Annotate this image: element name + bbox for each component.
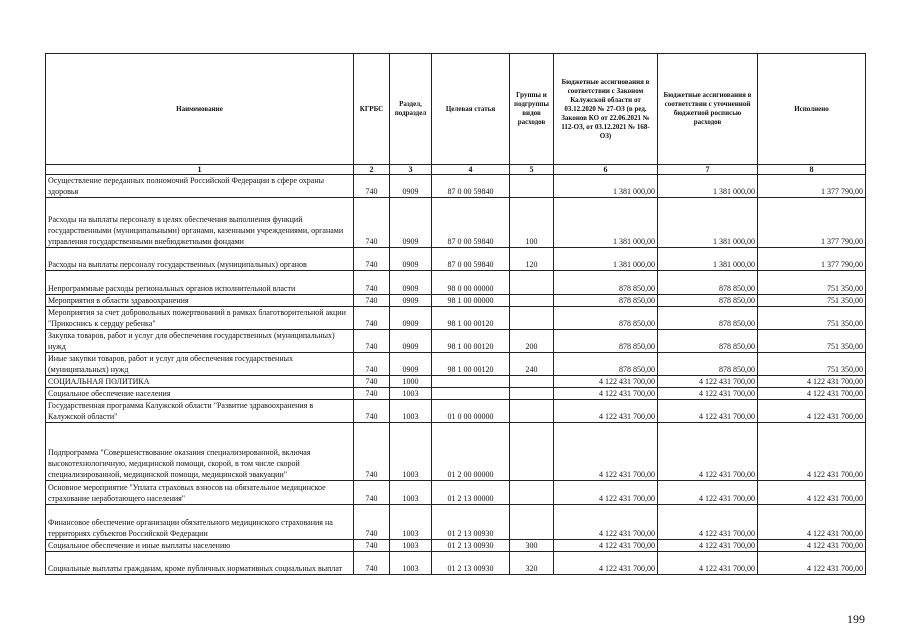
header-kgrbs: КГРБС [354,54,390,165]
header-law-allocations: Бюджетные ассигнования в соответствии с Законом Калужской области от 03.12.2020 № 27-ОЗ (в ред. Законов КО от 22.06.2021 № 112-ОЗ, от 03.12.2021 № 168-ОЗ) [554,54,658,165]
row-section: 0909 [390,307,432,330]
row-target: 01 2 13 00930 [432,540,510,552]
row-executed-amount: 1 377 790,00 [758,175,866,198]
row-refined-amount: 1 381 000,00 [658,175,758,198]
row-group: 300 [510,540,554,552]
row-refined-amount: 878 850,00 [658,307,758,330]
row-target: 01 2 13 00930 [432,552,510,575]
row-law-amount: 1 381 000,00 [554,175,658,198]
row-group: 200 [510,330,554,353]
column-number: 4 [432,165,510,175]
table-row [46,505,866,540]
row-kgrbs: 740 [354,271,390,295]
header-name: Наименование [46,54,354,165]
row-section: 0909 [390,353,432,376]
row-name: Социальные выплаты гражданам, кроме публичных нормативных социальных выплат [46,552,354,575]
row-section: 0909 [390,175,432,198]
table-row [46,423,866,481]
row-name: Расходы на выплаты персоналу государственных (муниципальных) органов [46,248,354,271]
row-target: 98 0 00 00000 [432,271,510,295]
header-row [46,54,866,165]
column-number: 3 [390,165,432,175]
page-number: 199 [847,612,865,626]
row-target: 87 0 00 59840 [432,175,510,198]
header-target: Целевая статья [432,54,510,165]
row-name: Осуществление переданных полномочий Российской Федерации в сфере охраны здоровья [46,175,354,198]
row-section: 1000 [390,376,432,388]
row-name: Социальное обеспечение населения [46,388,354,400]
row-target: 87 0 00 59840 [432,248,510,271]
row-name: Основное мероприятие "Уплата страховых взносов на обязательное медицинское страхование неработающего населения" [46,481,354,505]
table-row [46,400,866,423]
table-row [46,175,866,198]
row-refined-amount: 1 381 000,00 [658,248,758,271]
row-law-amount: 878 850,00 [554,271,658,295]
table-row [46,481,866,505]
row-group: 100 [510,198,554,248]
row-section: 0909 [390,271,432,295]
table-row [46,540,866,552]
row-group [510,295,554,307]
row-law-amount: 1 381 000,00 [554,198,658,248]
row-name: Мероприятия за счет добровольных пожертвований в рамках благотворительной акции "Прикоснись к сердцу ребенка" [46,307,354,330]
header-executed: Исполнено [758,54,866,165]
row-target: 98 1 00 00000 [432,295,510,307]
row-refined-amount: 4 122 431 700,00 [658,388,758,400]
row-law-amount: 878 850,00 [554,295,658,307]
row-refined-amount: 878 850,00 [658,353,758,376]
row-name: СОЦИАЛЬНАЯ ПОЛИТИКА [46,376,354,388]
row-executed-amount: 1 377 790,00 [758,198,866,248]
row-name: Финансовое обеспечение организации обязательного медицинского страхования на территориях субъектов Российской Федерации [46,505,354,540]
row-law-amount: 878 850,00 [554,307,658,330]
row-law-amount: 878 850,00 [554,353,658,376]
header-refined-allocations: Бюджетные ассигнования в соответствии с уточненной бюджетной росписью расходов [658,54,758,165]
row-law-amount: 878 850,00 [554,330,658,353]
row-kgrbs: 740 [354,423,390,481]
row-target: 01 2 13 00000 [432,481,510,505]
row-section: 1003 [390,400,432,423]
row-section: 1003 [390,481,432,505]
row-executed-amount: 751 350,00 [758,271,866,295]
row-group [510,271,554,295]
row-refined-amount: 878 850,00 [658,330,758,353]
row-section: 1003 [390,540,432,552]
row-section: 1003 [390,388,432,400]
row-group: 240 [510,353,554,376]
table-row [46,376,866,388]
row-kgrbs: 740 [354,376,390,388]
row-target [432,376,510,388]
row-group [510,376,554,388]
row-kgrbs: 740 [354,400,390,423]
row-name: Социальное обеспечение и иные выплаты населению [46,540,354,552]
row-refined-amount: 878 850,00 [658,271,758,295]
row-group [510,388,554,400]
row-law-amount: 4 122 431 700,00 [554,388,658,400]
table-row [46,248,866,271]
column-number: 6 [554,165,658,175]
row-group [510,400,554,423]
row-name: Расходы на выплаты персоналу в целях обеспечения выполнения функций государственными (муниципальными) органами, казенными учреждениями, органами управления государственными внебюджетными фондами [46,198,354,248]
row-kgrbs: 740 [354,175,390,198]
column-number: 1 [46,165,354,175]
table-row [46,295,866,307]
row-name: Подпрограмма "Совершенствование оказания специализированной, включая высокотехнологичную, медицинской помощи, скорой, в том числе скорой специализированной, медицинской помощи, медицинской эвакуации" [46,423,354,481]
row-kgrbs: 740 [354,248,390,271]
row-target: 01 2 13 00930 [432,505,510,540]
row-law-amount: 4 122 431 700,00 [554,400,658,423]
table-row [46,271,866,295]
row-law-amount: 4 122 431 700,00 [554,376,658,388]
row-executed-amount: 751 350,00 [758,295,866,307]
row-executed-amount: 751 350,00 [758,353,866,376]
row-law-amount: 4 122 431 700,00 [554,423,658,481]
row-executed-amount: 4 122 431 700,00 [758,376,866,388]
table-row [46,330,866,353]
row-law-amount: 4 122 431 700,00 [554,552,658,575]
row-executed-amount: 751 350,00 [758,330,866,353]
row-executed-amount: 4 122 431 700,00 [758,540,866,552]
row-executed-amount: 4 122 431 700,00 [758,388,866,400]
row-name: Государственная программа Калужской области "Развитие здравоохранения в Калужской области" [46,400,354,423]
row-kgrbs: 740 [354,540,390,552]
row-group [510,423,554,481]
row-refined-amount: 4 122 431 700,00 [658,423,758,481]
row-refined-amount: 4 122 431 700,00 [658,540,758,552]
row-kgrbs: 740 [354,198,390,248]
row-target [432,388,510,400]
row-target: 87 0 00 59840 [432,198,510,248]
row-executed-amount: 4 122 431 700,00 [758,552,866,575]
row-law-amount: 1 381 000,00 [554,248,658,271]
row-kgrbs: 740 [354,552,390,575]
row-refined-amount: 4 122 431 700,00 [658,552,758,575]
column-number-row [46,165,866,175]
row-refined-amount: 4 122 431 700,00 [658,376,758,388]
row-law-amount: 4 122 431 700,00 [554,481,658,505]
table-row [46,353,866,376]
row-target: 01 2 00 00000 [432,423,510,481]
row-kgrbs: 740 [354,307,390,330]
row-group [510,505,554,540]
row-executed-amount: 4 122 431 700,00 [758,423,866,481]
row-refined-amount: 1 381 000,00 [658,198,758,248]
row-executed-amount: 4 122 431 700,00 [758,481,866,505]
table-row [46,552,866,575]
row-group: 320 [510,552,554,575]
row-target: 98 1 00 00120 [432,330,510,353]
row-executed-amount: 751 350,00 [758,307,866,330]
row-law-amount: 4 122 431 700,00 [554,505,658,540]
row-section: 1003 [390,505,432,540]
row-executed-amount: 4 122 431 700,00 [758,400,866,423]
row-name: Мероприятия в области здравоохранения [46,295,354,307]
row-executed-amount: 1 377 790,00 [758,248,866,271]
row-law-amount: 4 122 431 700,00 [554,540,658,552]
row-target: 01 0 00 00000 [432,400,510,423]
row-section: 1003 [390,552,432,575]
row-group [510,307,554,330]
row-group: 120 [510,248,554,271]
budget-table [45,53,866,575]
row-name: Непрограммные расходы региональных органов исполнительной власти [46,271,354,295]
row-section: 0909 [390,248,432,271]
row-kgrbs: 740 [354,295,390,307]
row-section: 0909 [390,330,432,353]
row-name: Иные закупки товаров, работ и услуг для обеспечения государственных (муниципальных) нужд [46,353,354,376]
row-kgrbs: 740 [354,330,390,353]
row-name: Закупка товаров, работ и услуг для обеспечения государственных (муниципальных) нужд [46,330,354,353]
row-kgrbs: 740 [354,505,390,540]
row-section: 0909 [390,295,432,307]
row-target: 98 1 00 00120 [432,307,510,330]
header-groups: Группы и подгруппы видов расходов [510,54,554,165]
row-executed-amount: 4 122 431 700,00 [758,505,866,540]
row-refined-amount: 4 122 431 700,00 [658,505,758,540]
row-refined-amount: 4 122 431 700,00 [658,400,758,423]
row-group [510,175,554,198]
header-section: Раздел, подраздел [390,54,432,165]
column-number: 7 [658,165,758,175]
column-number: 2 [354,165,390,175]
row-target: 98 1 00 00120 [432,353,510,376]
row-refined-amount: 878 850,00 [658,295,758,307]
column-number: 5 [510,165,554,175]
row-section: 1003 [390,423,432,481]
table-row [46,388,866,400]
column-number: 8 [758,165,866,175]
row-kgrbs: 740 [354,388,390,400]
row-kgrbs: 740 [354,481,390,505]
row-section: 0909 [390,198,432,248]
row-kgrbs: 740 [354,353,390,376]
row-group [510,481,554,505]
table-row [46,307,866,330]
table-row [46,198,866,248]
row-refined-amount: 4 122 431 700,00 [658,481,758,505]
